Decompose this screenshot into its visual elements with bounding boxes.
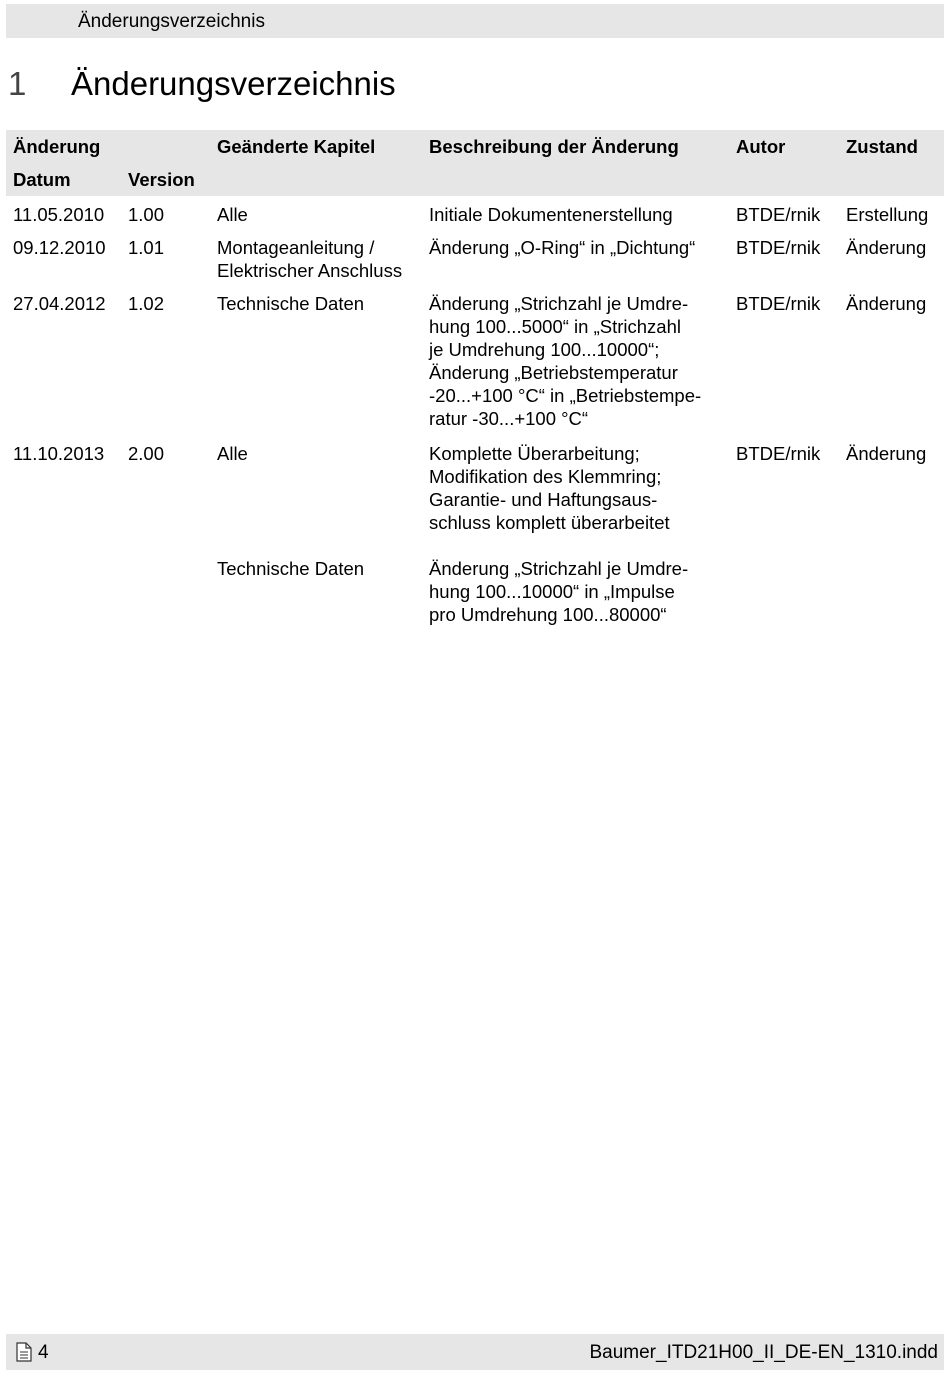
table-row: [6, 442, 944, 557]
cell-author: BTDE/rnik: [736, 237, 821, 258]
cell-status: Änderung: [846, 443, 927, 464]
page-footer: [6, 1334, 944, 1370]
cell-description: Komplette Überarbeitung; Modifikation des Klemmring; Garantie- und Haftungsaus- schluss komplett überarbeitet: [429, 443, 670, 533]
cell-description: Initiale Dokumentenerstellung: [429, 204, 673, 225]
table-row: [6, 203, 944, 236]
table-row: [6, 236, 944, 292]
chapter-title: Änderungsverzeichnis: [71, 65, 396, 102]
cell-author: BTDE/rnik: [736, 204, 821, 225]
cell-date: 11.05.2010: [13, 204, 105, 225]
header-beschreibung: Beschreibung der Änderung: [429, 136, 679, 157]
document-icon: [16, 1342, 32, 1362]
header-aenderung: Änderung: [13, 136, 101, 157]
cell-date: 09.12.2010: [13, 237, 106, 258]
cell-description: Änderung „O-Ring“ in „Dichtung“: [429, 237, 696, 258]
cell-status: Erstellung: [846, 204, 929, 225]
chapter-number: 1: [8, 65, 27, 102]
cell-date: 27.04.2012: [13, 293, 106, 314]
header-datum: Datum: [13, 169, 71, 190]
cell-status: Änderung: [846, 237, 927, 258]
table-header: [6, 130, 944, 196]
cell-chapter: Technische Daten: [217, 293, 365, 314]
cell-status: Änderung: [846, 293, 927, 314]
header-autor: Autor: [736, 136, 786, 157]
page-number: 4: [38, 1342, 49, 1363]
cell-version: 2.00: [128, 443, 165, 464]
cell-author: BTDE/rnik: [736, 293, 821, 314]
cell-chapter: Alle: [217, 443, 248, 464]
running-header-title: Änderungsverzeichnis: [78, 11, 265, 32]
cell-chapter: Montageanleitung / Elektrischer Anschluss: [217, 237, 403, 281]
table-row: [6, 292, 944, 442]
file-name: Baumer_ITD21H00_II_DE-EN_1310.indd: [589, 1342, 938, 1363]
header-zustand: Zustand: [846, 136, 918, 157]
cell-description: Änderung „Strichzahl je Umdre- hung 100...10000“ in „Impulse pro Umdrehung 100...80000“: [429, 558, 689, 625]
table-row: [6, 557, 944, 637]
cell-date: 11.10.2013: [13, 443, 105, 464]
header-version: Version: [128, 169, 195, 190]
running-header: [6, 4, 944, 38]
change-log-table: [6, 130, 944, 637]
cell-description: Änderung „Strichzahl je Umdre- hung 100...5000“ in „Strichzahl je Umdrehung 100...10000“; Änderung „Betriebstemperatur -20...+100 °C“ in „Betriebstempe- ratur -30...+100 °C“: [429, 293, 702, 429]
cell-version: 1.02: [128, 293, 165, 314]
header-kapitel: Geänderte Kapitel: [217, 136, 376, 157]
cell-version: 1.00: [128, 204, 165, 225]
cell-chapter: Alle: [217, 204, 248, 225]
cell-chapter: Technische Daten: [217, 558, 365, 579]
cell-version: 1.01: [128, 237, 165, 258]
cell-author: BTDE/rnik: [736, 443, 821, 464]
